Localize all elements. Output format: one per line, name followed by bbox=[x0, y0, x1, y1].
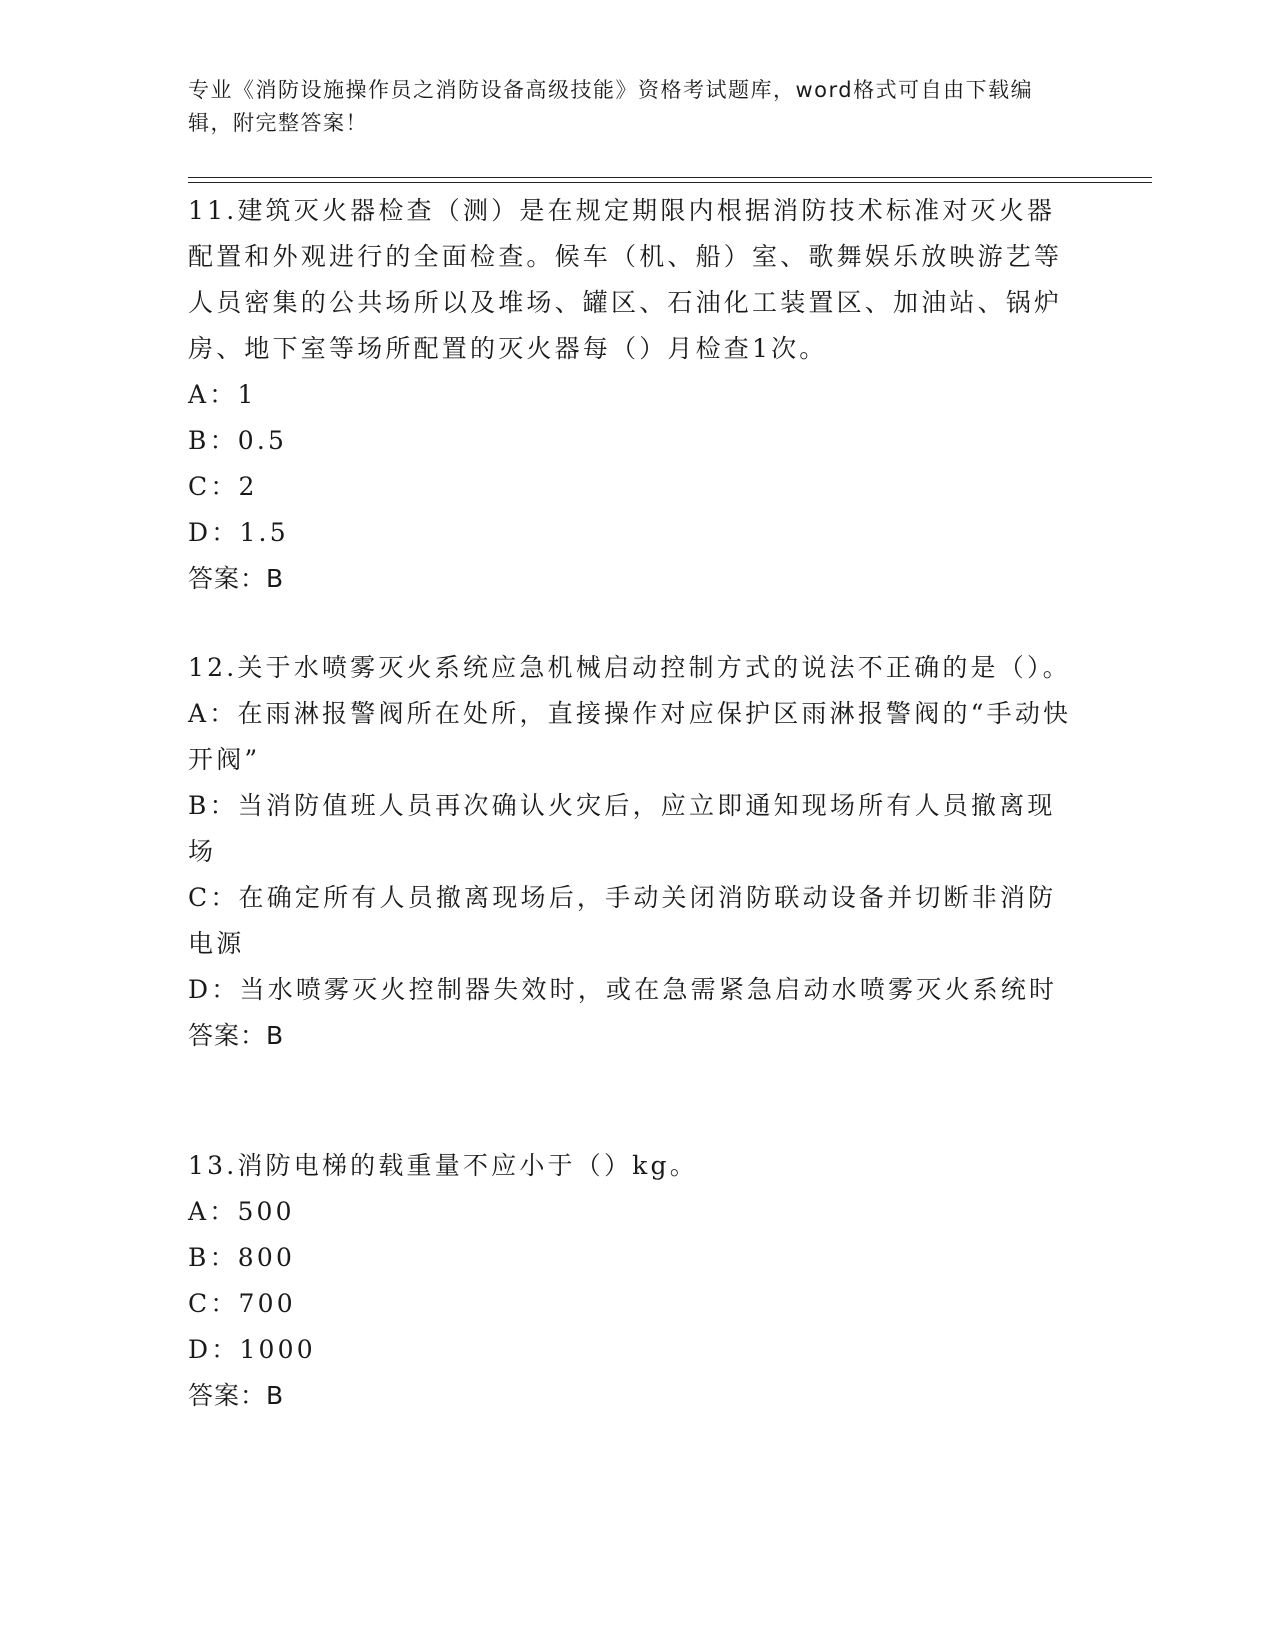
question-11 bbox=[188, 188, 1078, 602]
option-a: A：500 bbox=[188, 1197, 295, 1226]
question-stem: 11.建筑灭火器检查（测）是在规定期限内根据消防技术标准对灭火器配置和外观进行的全面检查。候车（机、船）室、歌舞娱乐放映游艺等人员密集的公共场所以及堆场、罐区、石油化工装置区、加油站、锅炉房、地下室等场所配置的灭火器每（）月检查1次。 bbox=[188, 196, 1063, 363]
answer: 答案：B bbox=[188, 564, 285, 593]
option-d: D：1000 bbox=[188, 1335, 316, 1364]
option-c: C：2 bbox=[188, 472, 258, 501]
question-12 bbox=[188, 645, 1078, 1059]
answer: 答案：B bbox=[188, 1021, 285, 1050]
question-stem: 13.消防电梯的载重量不应小于（）kg。 bbox=[188, 1151, 698, 1180]
option-b: B：当消防值班人员再次确认火灾后，应立即通知现场所有人员撤离现场 bbox=[188, 791, 1056, 866]
option-d: D：当水喷雾灭火控制器失效时，或在急需紧急启动水喷雾灭火系统时 bbox=[188, 975, 1058, 1004]
option-c: C：在确定所有人员撤离现场后，手动关闭消防联动设备并切断非消防电源 bbox=[188, 883, 1057, 958]
header-divider-top bbox=[188, 177, 1152, 178]
option-d: D：1.5 bbox=[188, 518, 289, 547]
question-13 bbox=[188, 1143, 1078, 1419]
document-header: 专业《消防设施操作员之消防设备高级技能》资格考试题库，word格式可自由下载编辑，附完整答案！ bbox=[188, 78, 1034, 135]
option-a: A：在雨淋报警阀所在处所，直接操作对应保护区雨淋报警阀的“手动快开阀” bbox=[188, 699, 1072, 774]
option-b: B：800 bbox=[188, 1243, 296, 1272]
option-b: B：0.5 bbox=[188, 426, 288, 455]
answer: 答案：B bbox=[188, 1381, 285, 1410]
header-divider-bottom bbox=[188, 182, 1152, 183]
option-a: A：1 bbox=[188, 380, 257, 409]
option-c: C：700 bbox=[188, 1289, 296, 1318]
question-stem: 12.关于水喷雾灭火系统应急机械启动控制方式的说法不正确的是（）。 bbox=[188, 653, 1071, 682]
